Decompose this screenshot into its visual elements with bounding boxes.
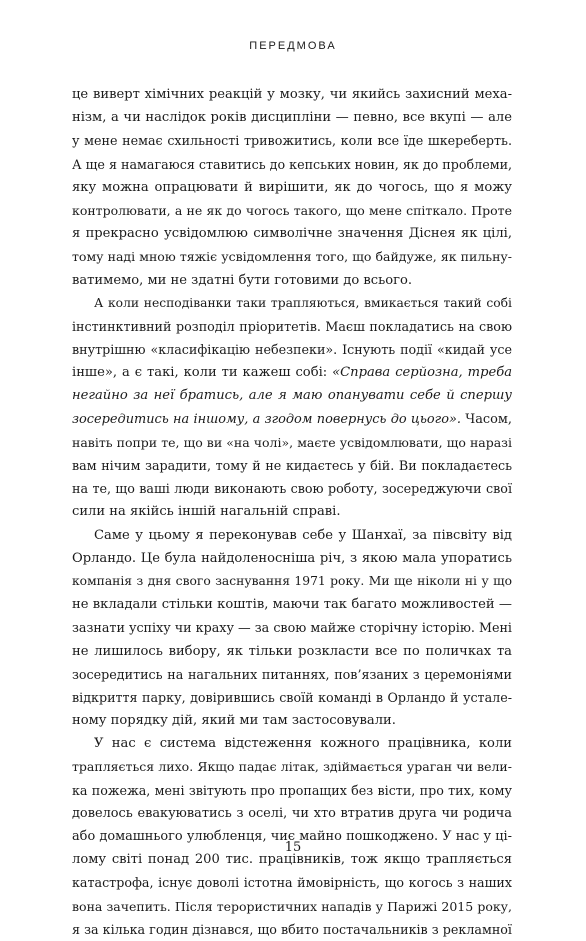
text-run: А коли несподіванки таки трапляються, вмикається такий собі xyxy=(94,295,512,310)
text-line xyxy=(72,755,512,778)
text-line xyxy=(72,640,512,663)
text-run: це виверт хімічних реакцій у мозку, чи якийсь захисний меха- xyxy=(72,87,512,102)
text-line xyxy=(72,338,512,361)
text-run: інше», а є такі, коли ти кажеш собі: xyxy=(72,365,328,381)
text-line xyxy=(72,361,512,384)
text-run: довелось евакуюватись з оселі, чи хто втратив друга чи родича xyxy=(72,805,512,821)
text-run: тому наді мною тяжіє усвідомлення того, що байдуже, як пильну- xyxy=(72,249,512,265)
text-line xyxy=(72,408,512,431)
running-header: ПЕРЕДМОВА xyxy=(249,40,337,52)
page-number: 15 xyxy=(284,840,302,855)
text-line xyxy=(72,477,512,500)
text-line xyxy=(72,106,512,129)
italic-run: «Справа серйозна, треба xyxy=(332,365,513,381)
text-run: зосередитись на нагальних питаннях, пов’язаних з церемоніями xyxy=(72,666,512,682)
text-line xyxy=(72,454,512,477)
text-line xyxy=(72,269,512,292)
text-run: компанія з дня свого заснування 1971 року. Ми ще ніколи ні у що xyxy=(72,573,512,588)
text-run: інстинктивний розподіл пріоритетів. Маєш покладатись на свою xyxy=(72,318,512,334)
text-line xyxy=(72,245,512,268)
text-line xyxy=(72,524,512,547)
text-run: внутрішню «класифікацію небезпеки». Існують події «кидай усе xyxy=(72,342,512,358)
text-run: я за кілька годин дізнався, що вбито постачальників з рекламної xyxy=(72,921,512,937)
text-run: яку можна опрацювати й вирішити, як до чогось, що я можу xyxy=(72,179,512,195)
text-run: на те, що ваші люди виконають свою роботу, зосереджуючи свої xyxy=(72,481,512,497)
text-line xyxy=(72,83,512,106)
text-line xyxy=(72,222,512,245)
text-run: зазнати успіху чи краху — за свою майже сторічну історію. Мені xyxy=(72,620,512,636)
text-run: не вкладали стільки коштів, маючи так багато можливостей — xyxy=(72,597,512,613)
text-line xyxy=(72,616,512,639)
text-line xyxy=(72,918,512,941)
text-line xyxy=(72,779,512,802)
text-line xyxy=(72,802,512,825)
text-line xyxy=(72,129,512,152)
text-run: у мене немає схильності тривожитись, коли все їде шкереберть. xyxy=(72,133,512,149)
text-line xyxy=(72,895,512,918)
text-run: трапляється лихо. Якщо падає літак, здіймається ураган чи вели- xyxy=(72,759,512,775)
text-run: А ще я намагаюся ставитись до кепських новин, як до проблеми, xyxy=(72,156,513,172)
text-run: я прекрасно усвідомлюю символічне значення Діснея як цілі, xyxy=(72,226,512,242)
text-line xyxy=(72,593,512,616)
text-run: сили на якійсь іншій нагальній справі. xyxy=(72,504,341,520)
text-line xyxy=(72,292,512,315)
text-run: Орландо. Це була найдоленосніша річ, з якою мала упоратись xyxy=(72,550,512,566)
italic-run: зосередитись на іншому, а згодом повернусь до цього». xyxy=(72,411,461,427)
text-line xyxy=(72,500,512,523)
text-line xyxy=(72,431,512,454)
text-run: Часом, xyxy=(460,411,512,427)
text-line xyxy=(72,732,512,755)
text-run: Саме у цьому я переконував себе у Шанхаї, за півсвіту від xyxy=(94,527,512,543)
text-line xyxy=(72,871,512,894)
text-line xyxy=(72,709,512,732)
text-run: або домашнього улюбленця, чиє майно пошкоджено. У нас у ці- xyxy=(72,829,512,844)
text-line xyxy=(72,686,512,709)
text-run: ка пожежа, мені звітують про пропащих без вісти, про тих, кому xyxy=(72,782,512,798)
text-line xyxy=(72,384,512,407)
text-run: нізм, а чи наслідок років дисципліни — певно, все вкупі — але xyxy=(72,110,512,126)
text-run: контролювати, а не як до чогось такого, що мене спіткало. Проте xyxy=(72,202,512,218)
text-run: ному порядку дій, який ми там застосовували. xyxy=(72,713,396,729)
text-run: навіть попри те, що ви «на чолі», маєте усвідомлювати, що наразі xyxy=(72,434,512,450)
text-run: У нас є система відстеження кожного працівника, коли xyxy=(94,736,512,752)
text-line xyxy=(72,315,512,338)
italic-run: негайно за неї братись, але я маю опанувати себе й спершу xyxy=(72,388,512,404)
text-line xyxy=(72,199,512,222)
text-line xyxy=(72,570,512,593)
text-line xyxy=(72,153,512,176)
text-line xyxy=(72,547,512,570)
text-line xyxy=(72,176,512,199)
text-run: вона зачепить. Після терористичних нападів у Парижі 2015 року, xyxy=(72,898,512,914)
text-run: вам нічим зарадити, тому й не кидаєтесь у бій. Ви покладаєтесь xyxy=(72,458,512,473)
text-run: відкриття парку, довірившись своїй команді в Орландо й устале- xyxy=(72,689,512,705)
text-run: ватимемо, ми не здатні бути готовими до всього. xyxy=(72,272,413,288)
text-run: не лишилось вибору, як тільки розкласти все по поличках та xyxy=(72,643,512,659)
text-line xyxy=(72,663,512,686)
text-run: катастрофа, існує доволі істотна ймовірність, що когось з наших xyxy=(72,875,512,891)
body-text xyxy=(72,83,512,941)
text-run: лому світі понад 200 тис. працівників, тож якщо трапляється xyxy=(72,852,512,868)
